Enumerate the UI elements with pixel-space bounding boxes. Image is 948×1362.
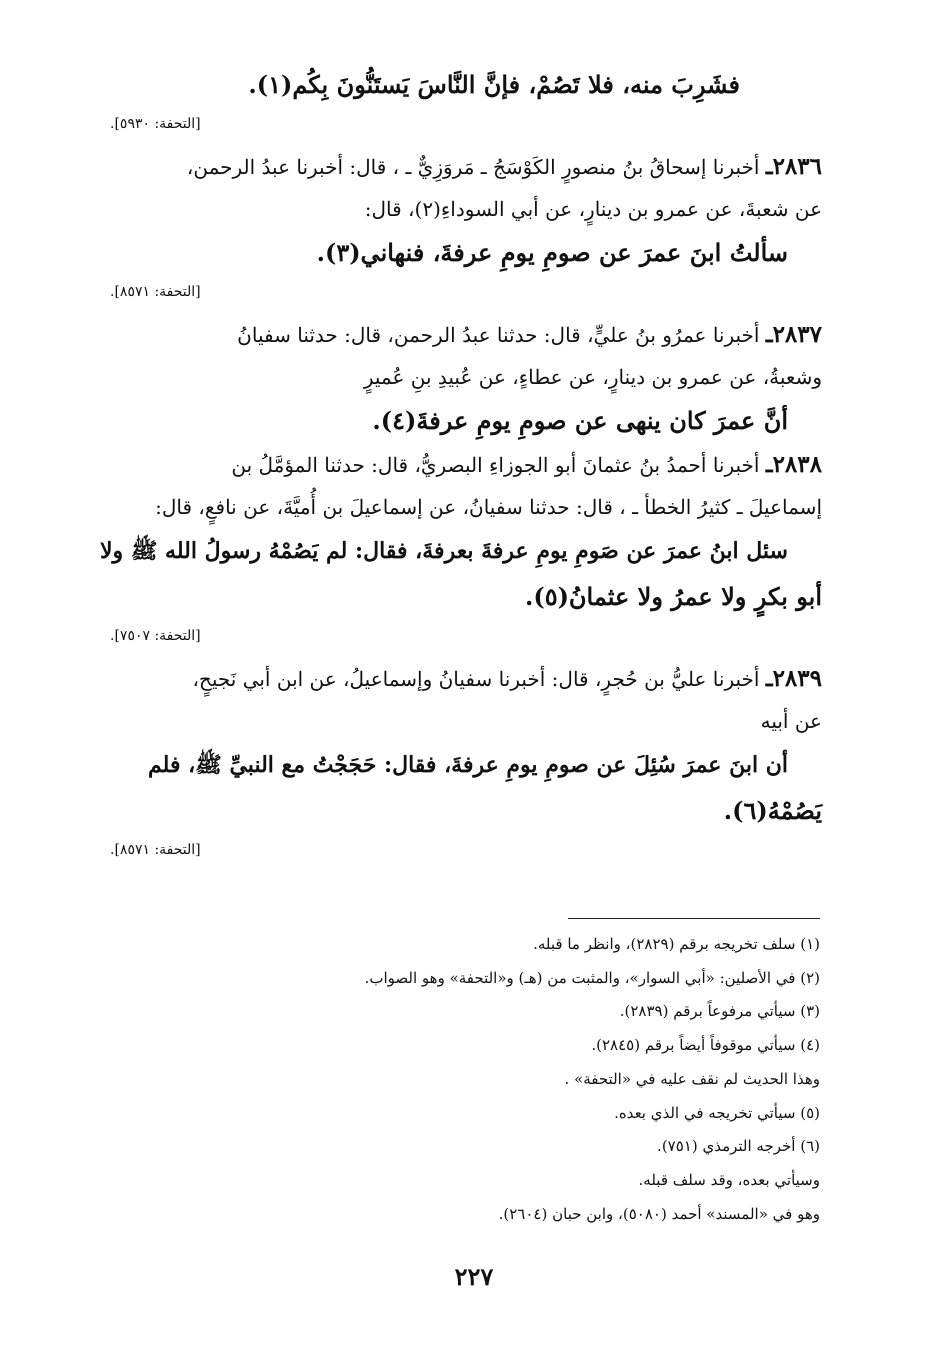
reference-wrap: [110, 110, 822, 138]
hadith-number: ٢٨٣٨ـ: [765, 451, 822, 478]
isnad-text: أخبرنا إسحاقُ بنُ منصورٍ الكَوْسَجُ ـ مَروَزِيٌّ ـ ، قال: أخبرنا عبدُ الرحمن،: [186, 155, 760, 179]
footnote-divider: [568, 918, 820, 919]
matn-line: يَصُمْهُ(٦).: [723, 796, 822, 825]
footnotes: [120, 928, 820, 1231]
isnad-line: إسماعيلَ ـ كثيرُ الخطأ ـ ، قال: حدثنا سفيانُ، عن إسماعيلَ بن أُميَّةَ، عن نافعٍ، قال:: [155, 495, 822, 519]
isnad-text: أخبرنا أحمدُ بنُ عثمانَ أبو الجوزاءِ البصريُّ، قال: حدثنا المؤمَّلُ بن: [231, 453, 760, 477]
footnote: (١) سلف تخريجه برقم (٢٨٢٩)، وانظر ما قبله.: [533, 935, 820, 953]
reference-wrap: [110, 622, 822, 650]
matn-line: أنَّ عمرَ كان ينهى عن صومِ يومِ عرفةَ(٤).: [372, 406, 788, 435]
isnad-line: عن شعبةَ، عن عمرو بن دينارٍ، عن أبي السوداءِ(٢)، قال:: [364, 197, 822, 221]
reference-wrap: [110, 278, 822, 306]
matn-line: أبو بكرٍ ولا عمرُ ولا عثمانُ(٥).: [524, 582, 822, 611]
hadith-2836-isnad: [110, 146, 822, 188]
footnote: (٤) سيأتي موقوفاً أيضاً برقم (٢٨٤٥).: [591, 1036, 820, 1055]
footnote: (٦) أخرجه الترمذي (٧٥١).: [657, 1137, 820, 1156]
reference-wrap: [110, 836, 822, 864]
footnote: (٢) في الأصلين: «أبي السوار»، والمثبت من (هـ) و«التحفة» وهو الصواب.: [364, 968, 820, 987]
tuhfa-reference: [التحفة: ٨٥٧١].: [110, 284, 201, 300]
isnad-text: أخبرنا عمرُو بنُ عليٍّ، قال: حدثنا عبدُ الرحمن، قال: حدثنا سفيانُ: [237, 323, 760, 347]
matn-line: سئل ابنُ عمرَ عن صَومِ يومِ عرفةَ بعرفةَ، فقال: لم يَصُمْهُ رسولُ الله ﷺ ولا: [99, 538, 788, 564]
matn-line: سألتُ ابنَ عمرَ عن صومِ يومِ عرفةَ، فنهاني(٣).: [316, 238, 788, 267]
hadith-2839-isnad: [110, 658, 822, 700]
matn-line: فشَرِبَ منه، فلا تَصُمْ، فإنَّ النَّاسَ يَستَنُّونَ بِكُم(١).: [248, 70, 740, 99]
page-number: ٢٢٧: [454, 1262, 494, 1291]
isnad-line: وشعبةُ، عن عمرو بن دينارٍ، عن عطاءٍ، عن عُبيدِ بنِ عُميرٍ: [363, 365, 822, 389]
page-body: [99, 62, 822, 872]
tuhfa-reference: [التحفة: ٧٥٠٧].: [110, 628, 201, 644]
footnote: (٥) سيأتي تخريجه في الذي بعده.: [614, 1103, 820, 1122]
footnote: (٣) سيأتي مرفوعاً برقم (٢٨٣٩).: [619, 1002, 820, 1021]
hadith-number: ٢٨٣٧ـ: [765, 321, 822, 348]
isnad-text: أخبرنا عليُّ بن حُجرٍ، قال: أخبرنا سفيانُ وإسماعيلُ، عن ابن أبي نَجيحٍ،: [192, 667, 760, 691]
matn-line: أن ابنَ عمرَ سُئِلَ عن صومِ يومِ عرفةَ، فقال: حَجَجْتُ مع النبيِّ ﷺ، فلم: [148, 752, 788, 778]
tuhfa-reference: [التحفة: ٥٩٣٠].: [110, 116, 201, 132]
footnote: وهذا الحديث لم نقف عليه في «التحفة» .: [564, 1069, 820, 1088]
hadith-2837-isnad: [110, 314, 822, 356]
hadith-number: ٢٨٣٦ـ: [765, 153, 822, 180]
footnote: وسيأتي بعده، وقد سلف قبله.: [638, 1170, 820, 1189]
footnote: وهو في «المسند» أحمد (٥٠٨٠)، وابن حبان (٢٦٠٤).: [498, 1204, 820, 1223]
isnad-line: عن أبيه: [760, 709, 822, 733]
hadith-2838-isnad: [110, 444, 822, 486]
hadith-number: ٢٨٣٩ـ: [765, 665, 822, 692]
tuhfa-reference: [التحفة: ٨٥٧١].: [110, 842, 201, 858]
